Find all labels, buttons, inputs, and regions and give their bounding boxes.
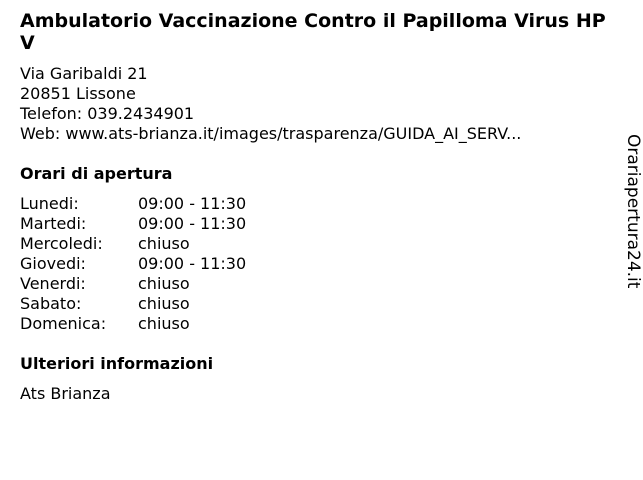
day-label: Venerdi: — [20, 274, 86, 293]
hours-value: 09:00 - 11:30 — [138, 194, 247, 213]
phone-number[interactable]: Telefon: 039.2434901 — [20, 104, 195, 123]
day-label: Martedi: — [20, 214, 87, 233]
hours-value: chiuso — [138, 234, 190, 253]
day-label: Lunedi: — [20, 194, 79, 213]
hours-value: chiuso — [138, 314, 190, 333]
city: 20851 Lissone — [20, 84, 136, 103]
address-block — [20, 64, 600, 144]
day-label: Mercoledi: — [20, 234, 103, 253]
hours-value: 09:00 - 11:30 — [138, 254, 247, 273]
website-link[interactable]: Web: www.ats-brianza.it/images/trasparenza/GUIDA_AI_SERV... — [20, 124, 522, 143]
more-info-text: Ats Brianza — [20, 384, 111, 403]
hours-value: 09:00 - 11:30 — [138, 214, 247, 233]
day-label: Sabato: — [20, 294, 82, 313]
street-address: Via Garibaldi 21 — [20, 64, 148, 83]
day-label: Giovedi: — [20, 254, 86, 273]
opening-hours-heading: Orari di apertura — [20, 164, 173, 183]
hours-value: chiuso — [138, 294, 190, 313]
more-info-heading: Ulteriori informazioni — [20, 354, 214, 373]
day-label: Domenica: — [20, 314, 107, 333]
hours-value: chiuso — [138, 274, 190, 293]
page-title: Ambulatorio Vaccinazione Contro il Papilloma Virus HPV — [20, 10, 606, 54]
site-watermark: Orariapertura24.it — [623, 134, 643, 289]
